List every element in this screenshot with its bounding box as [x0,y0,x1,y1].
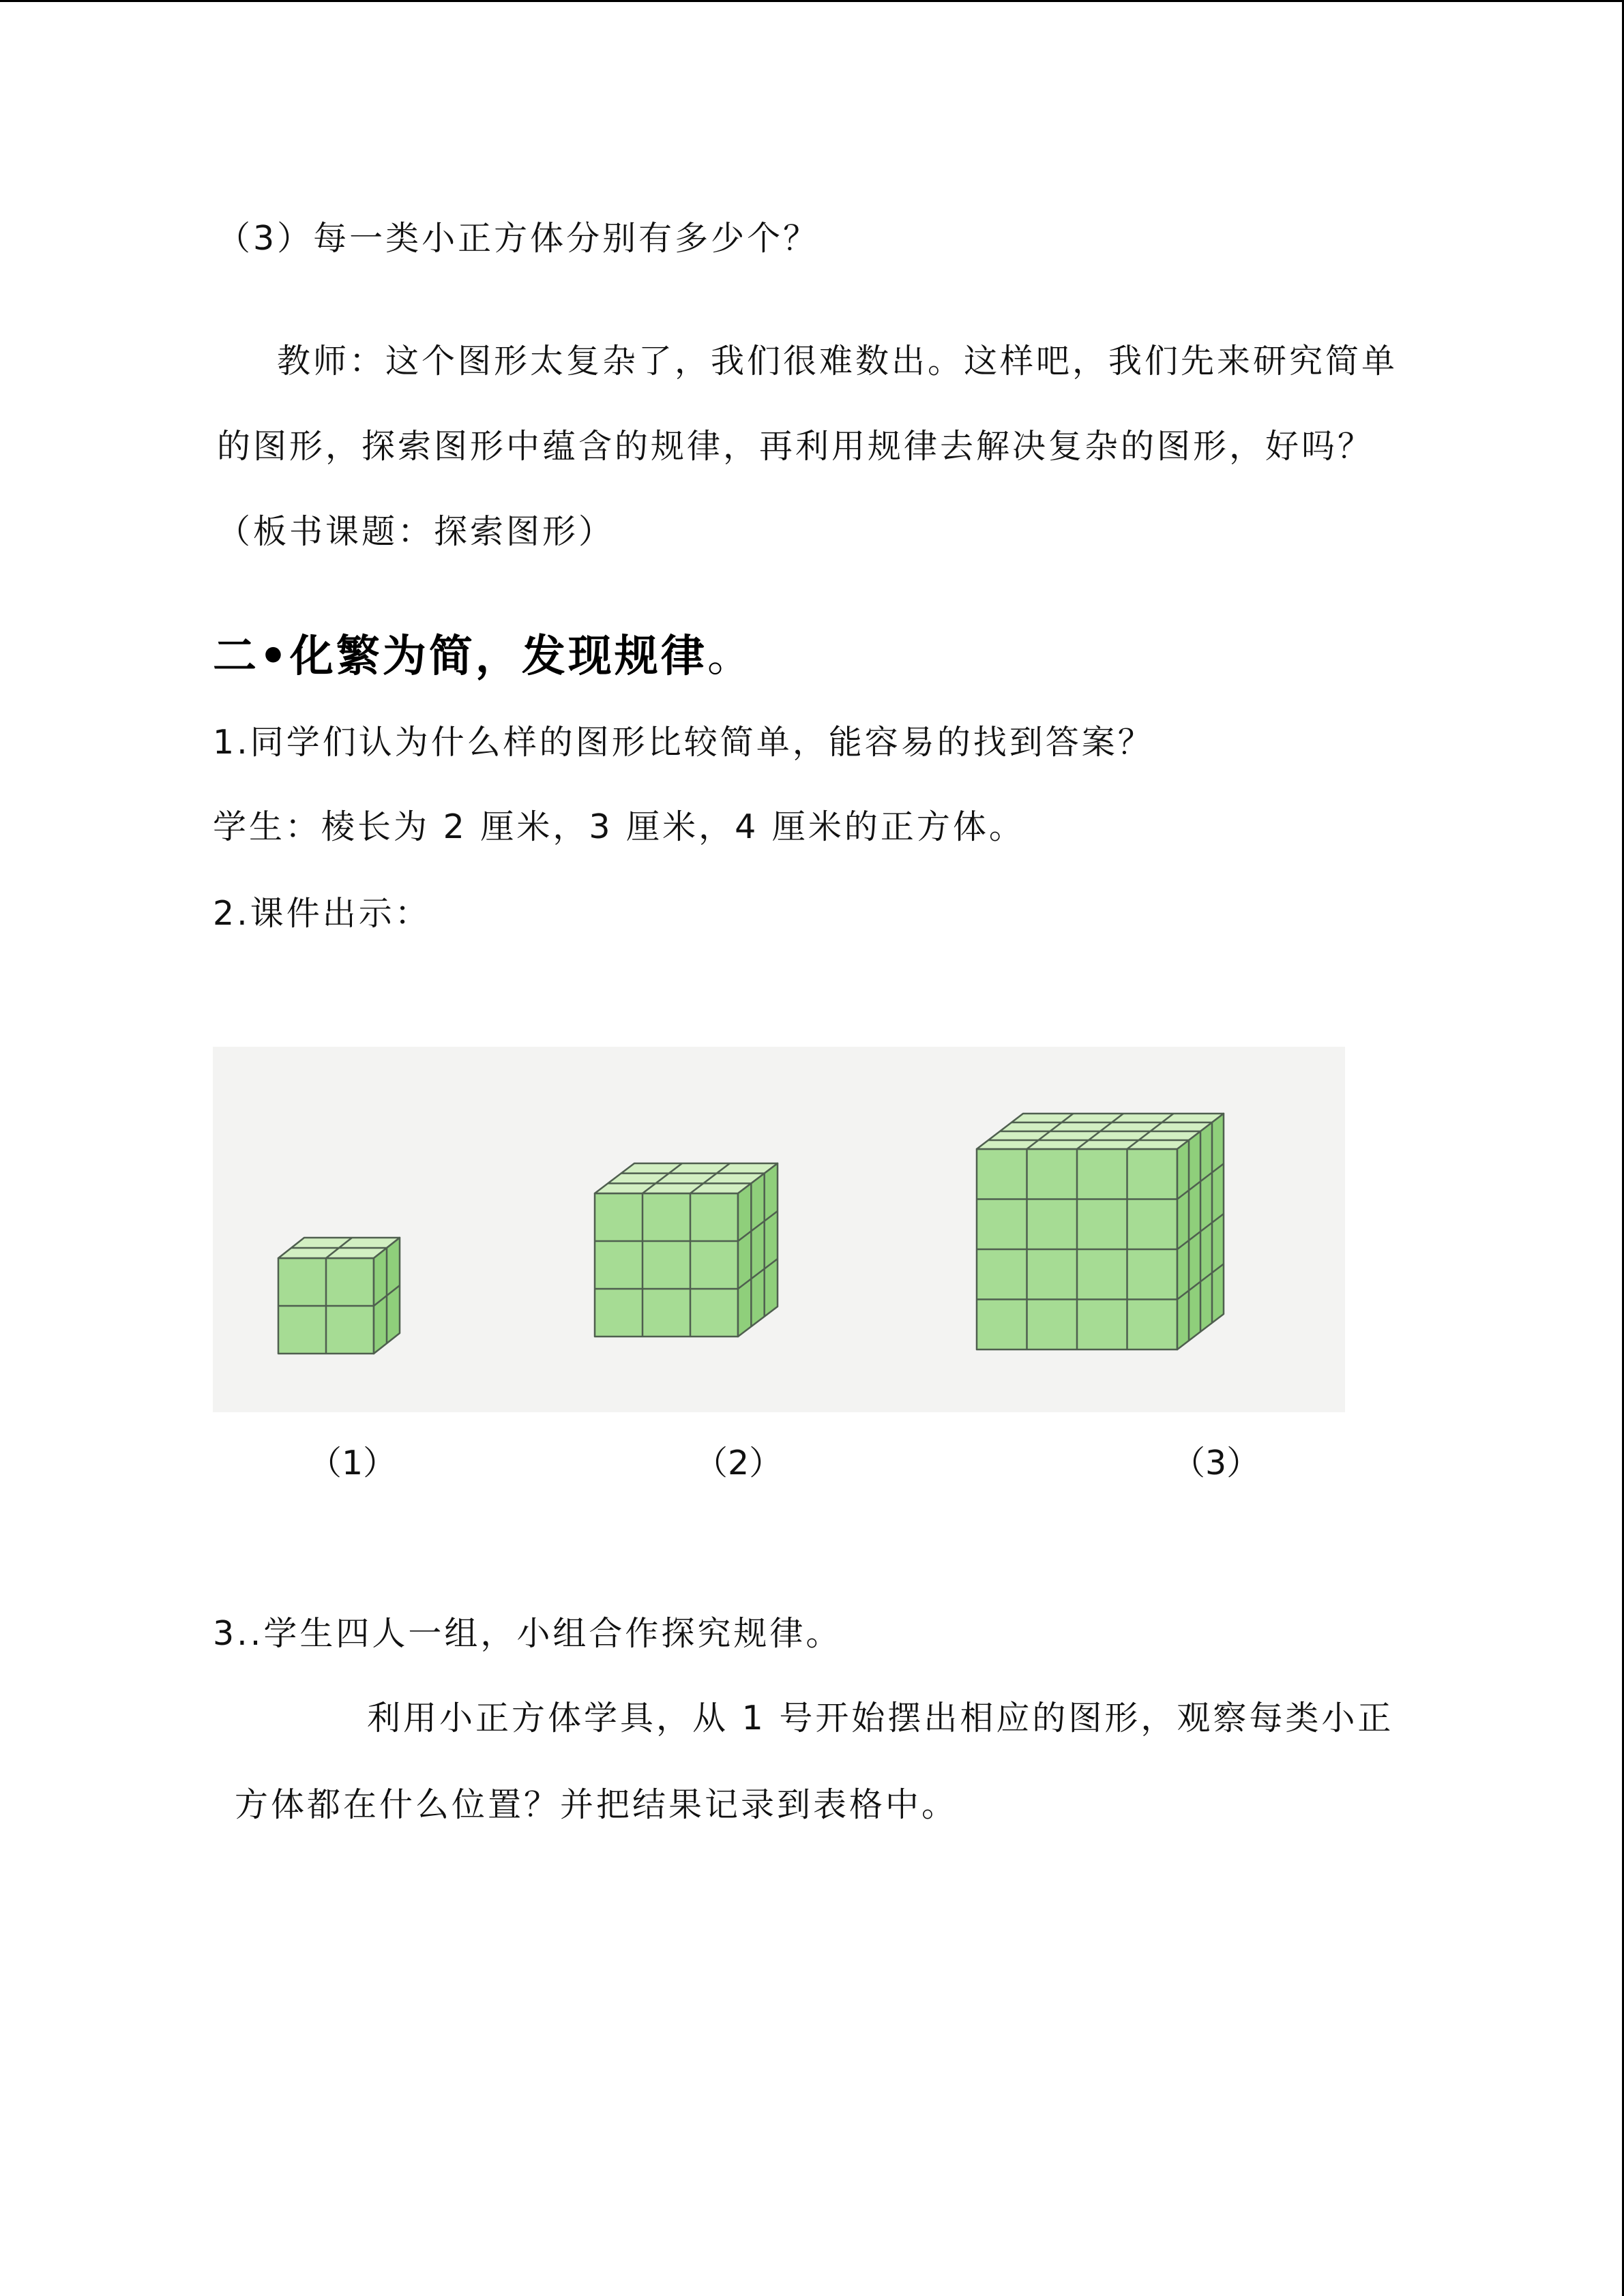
caption-1: （1） [308,1444,397,1482]
page-border-top [0,0,1624,2]
teacher-line-1: 教师：这个图形太复杂了，我们很难数出。这样吧，我们先来研究简单 [277,342,1398,381]
student-answer: 学生：棱长为 2 厘米，3 厘米，4 厘米的正方体。 [213,807,1025,846]
caption-2: （2） [694,1444,783,1482]
teacher-line-2: 的图形，探索图形中蕴含的规律，再利用规律去解决复杂的图形，好吗？ [217,427,1374,466]
section-heading-tail: 。 [707,631,754,682]
item-3: 3..学生四人一组，小组合作探究规律。 [213,1614,842,1653]
instruction-line-1: 利用小正方体学具，从 1 号开始摆出相应的图形，观察每类小正 [367,1699,1394,1738]
section-heading [213,631,754,683]
cube-2-side-face [738,1163,778,1337]
section-heading-bold: 二•化繁为简，发现规律 [213,631,707,682]
instruction-line-2: 方体都在什么位置？并把结果记录到表格中。 [235,1785,958,1824]
caption-3: （3） [1172,1444,1260,1482]
item-1: 1.同学们认为什么样的图形比较简单，能容易的找到答案？ [213,723,1154,762]
cube-2-front-face [595,1193,738,1337]
cubes-figure [213,1047,1345,1412]
cubes-illustration [213,1047,1345,1412]
item-2: 2.课件出示： [213,894,431,933]
board-note: （板书课题：探索图形） [217,512,615,551]
question-3: （3）每一类小正方体分别有多少个？ [217,219,820,258]
